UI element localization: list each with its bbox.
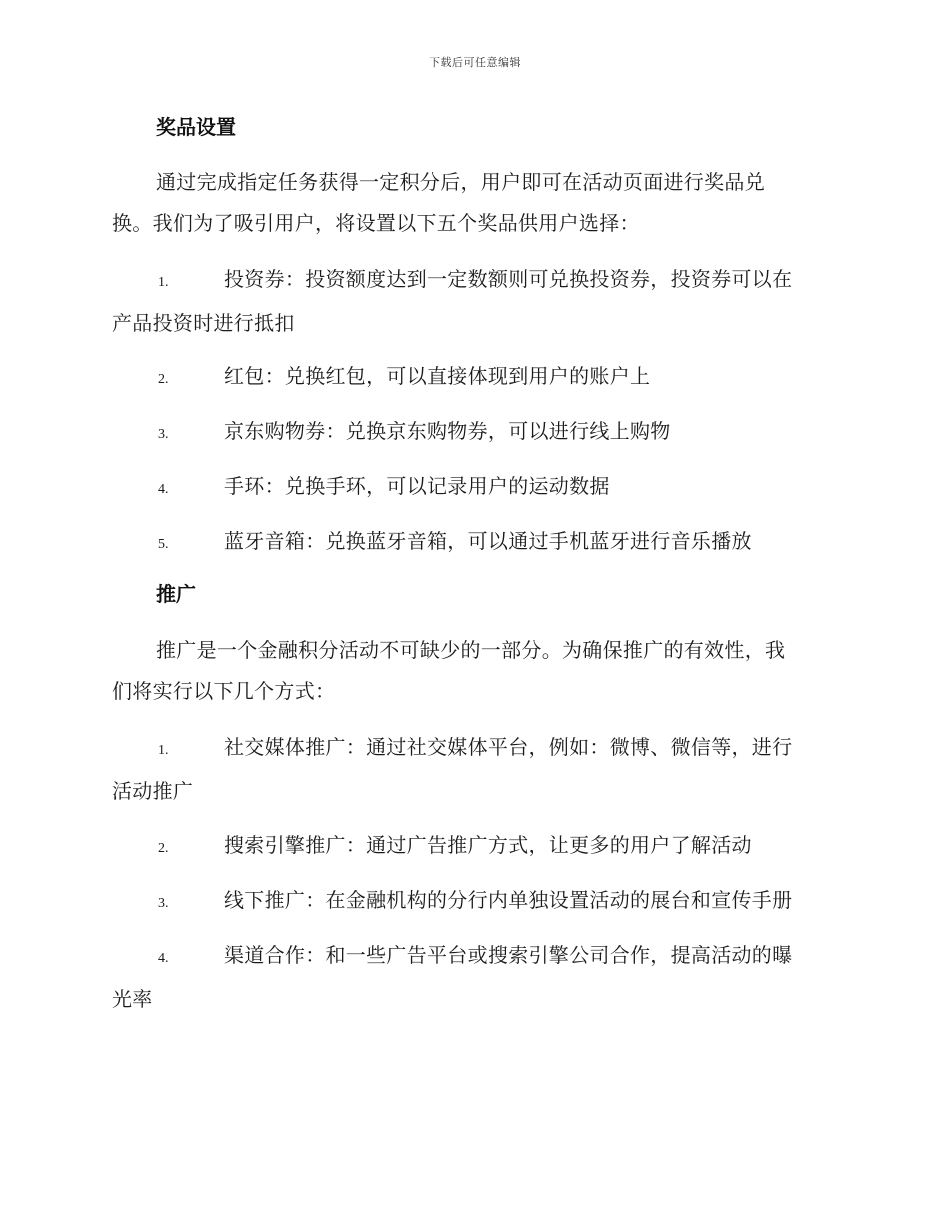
- list-item: [112, 356, 836, 400]
- list-item-text: 蓝牙音箱：兑换蓝牙音箱，可以通过手机蓝牙进行音乐播放: [224, 529, 752, 553]
- promotion-intro-paragraph: [112, 630, 836, 712]
- list-item-number: 3.: [158, 896, 169, 911]
- list-item: [112, 466, 836, 510]
- list-item: [112, 825, 836, 869]
- prizes-intro-line2: 换。我们为了吸引用户，将设置以下五个奖品供用户选择：: [112, 211, 640, 235]
- list-item: [112, 727, 836, 812]
- list-item: [112, 880, 836, 924]
- prizes-intro-paragraph: [112, 162, 836, 244]
- list-item-text: 手环：兑换手环，可以记录用户的运动数据: [224, 474, 610, 498]
- list-item: [112, 259, 836, 344]
- list-item: [112, 411, 836, 455]
- section-title-promotion: 推广: [156, 582, 196, 606]
- list-item-continuation: 产品投资时进行抵扣: [112, 311, 295, 335]
- list-item: [112, 521, 836, 565]
- list-item-number: 2.: [158, 372, 169, 387]
- promotion-intro-line2: 们将实行以下几个方式：: [112, 679, 336, 703]
- list-item-text: 渠道合作：和一些广告平台或搜索引擎公司合作，提高活动的曝: [224, 943, 793, 967]
- list-item-text: 投资券：投资额度达到一定数额则可兑换投资券，投资券可以在: [224, 267, 793, 291]
- list-item-number: 5.: [158, 537, 169, 552]
- list-item-text: 搜索引擎推广：通过广告推广方式，让更多的用户了解活动: [224, 833, 752, 857]
- section-title-prizes: 奖品设置: [156, 115, 236, 139]
- list-item-continuation: 光率: [112, 987, 153, 1011]
- list-item-number: 4.: [158, 482, 169, 497]
- list-item-number: 2.: [158, 841, 169, 856]
- prizes-intro-line1: 通过完成指定任务获得一定积分后，用户即可在活动页面进行奖品兑: [156, 170, 765, 194]
- list-item-text: 社交媒体推广：通过社交媒体平台，例如：微博、微信等，进行: [224, 735, 793, 759]
- list-item-number: 4.: [158, 951, 169, 966]
- page-header: 下载后可任意编辑: [429, 56, 521, 69]
- list-item-continuation: 活动推广: [112, 779, 194, 803]
- list-item-text: 线下推广：在金融机构的分行内单独设置活动的展台和宣传手册: [224, 888, 793, 912]
- list-item-number: 1.: [158, 743, 169, 758]
- list-item: [112, 935, 836, 1020]
- list-item-number: 3.: [158, 427, 169, 442]
- list-item-number: 1.: [158, 275, 169, 290]
- list-item-text: 京东购物券：兑换京东购物券，可以进行线上购物: [224, 419, 671, 443]
- list-item-text: 红包：兑换红包，可以直接体现到用户的账户上: [224, 364, 651, 388]
- promotion-intro-line1: 推广是一个金融积分活动不可缺少的一部分。为确保推广的有效性，我: [156, 638, 786, 662]
